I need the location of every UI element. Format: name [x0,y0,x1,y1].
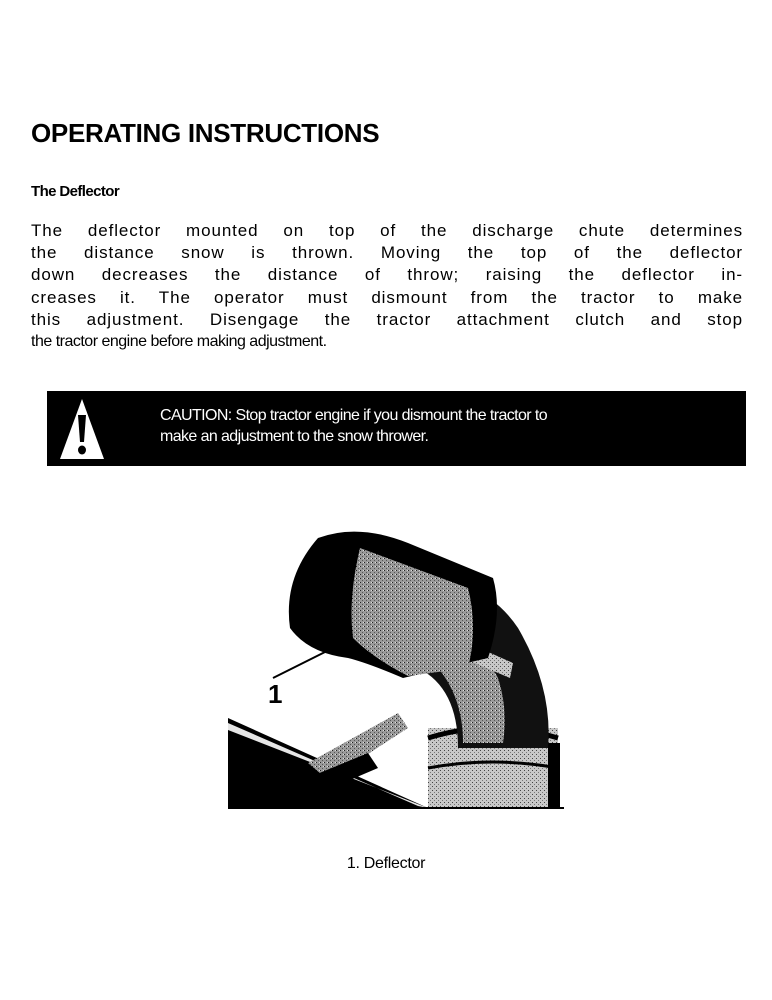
warning-triangle-icon [59,398,105,460]
paragraph-line: the distance snow is thrown. Moving the top of the deflector [31,243,743,263]
section-heading: The Deflector [31,183,120,200]
page-title: OPERATING INSTRUCTIONS [31,118,380,148]
body-paragraph [31,220,743,353]
caution-line: make an adjustment to the snow thrower. [160,428,429,445]
paragraph-line: down decreases the distance of throw; raising the deflector in- [31,265,743,285]
caution-line: CAUTION: Stop tractor engine if you dismount the tractor to [160,407,548,424]
figure-caption: 1. Deflector [346,855,426,872]
paragraph-line: this adjustment. Disengage the tractor attachment clutch and stop [31,309,743,329]
caution-box [47,391,746,466]
deflector-photo [228,518,564,810]
paragraph-line: creases it. The operator must dismount from the tractor to make [31,287,743,307]
paragraph-line: the tractor engine before making adjustment. [31,333,327,351]
callout-label: 1 [268,679,283,709]
paragraph-line: The deflector mounted on top of the discharge chute determines [31,221,743,240]
caution-message [160,405,740,447]
